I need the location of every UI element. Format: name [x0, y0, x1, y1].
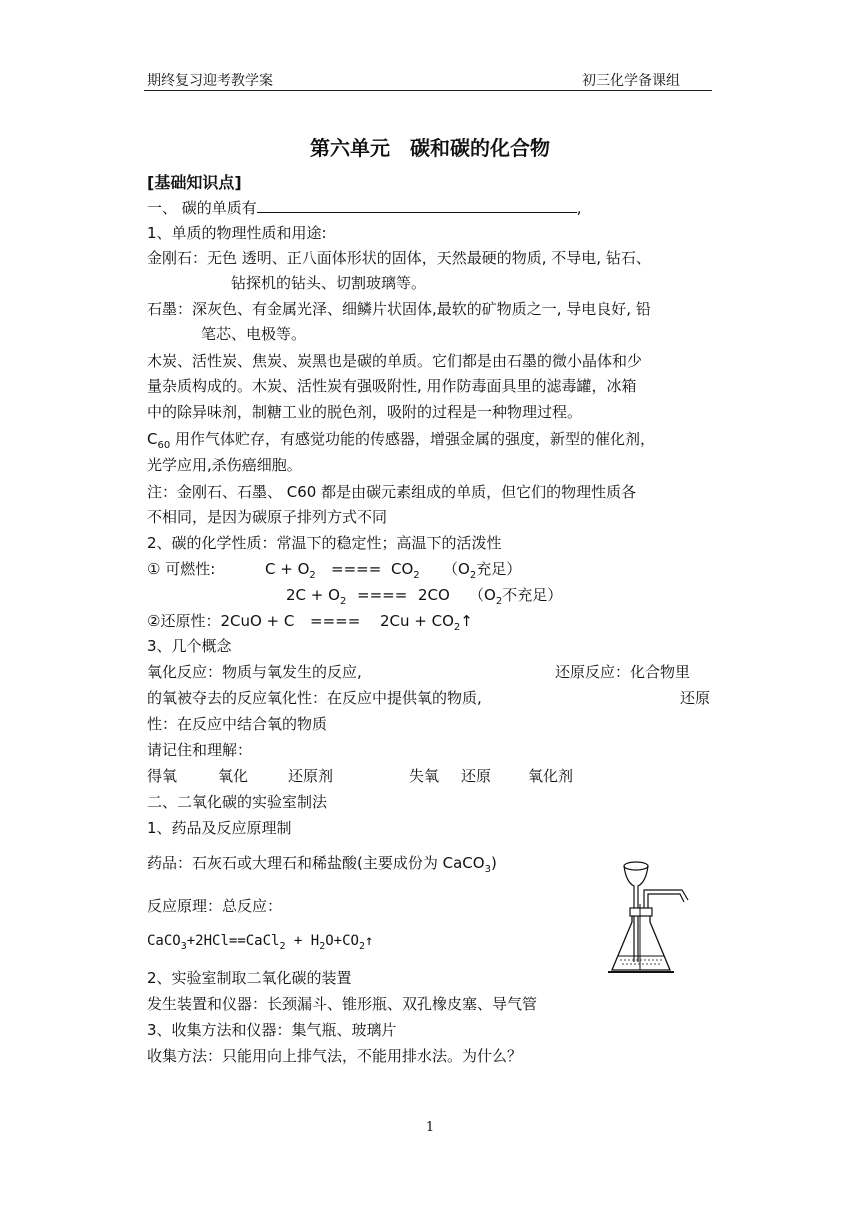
line-8: 量杂质构成的。木炭、活性炭有强吸附性, 用作防毒面具里的滤毒罐，冰箱: [147, 377, 637, 395]
eq2-condition: （$O_2$不充足）: [469, 586, 563, 607]
term-gain-oxygen: 得氧: [147, 767, 178, 785]
line-4: 钻探机的钻头、切割玻璃等。: [231, 274, 427, 292]
term-lose-oxygen: 失氧: [409, 767, 440, 785]
line-29: 2、实验室制取二氧化碳的装置: [147, 969, 352, 987]
eq3-right: $2Cu + CO_2↑$: [380, 612, 473, 633]
line-26-sub: 3: [484, 864, 491, 875]
line-12: 注：金刚石、石墨、 C60 都是由碳元素组成的单质，但它们的物理性质各: [147, 483, 637, 501]
line-20-end: 还原: [680, 689, 711, 707]
line-13: 不相同，是因为碳原子排列方式不同: [147, 508, 388, 526]
line-2: 1、单质的物理性质和用途:: [147, 224, 327, 242]
reduction-def: 还原反应：化合物里: [555, 663, 691, 681]
c60-symbol: C: [147, 430, 158, 448]
eq1-label: ① 可燃性:: [147, 560, 216, 578]
line-6: 笔芯、电极等。: [201, 325, 307, 343]
line-5: 石墨：深灰色、有金属光泽、细鳞片状固体,最软的矿物质之一, 导电良好, 铅: [147, 300, 651, 318]
line-26-text: 药品：石灰石或大理石和稀盐酸(主要成份为 CaCO: [147, 854, 485, 872]
eq2-left: $2C + O_2$: [286, 586, 347, 607]
eq1-arrow: ====: [331, 560, 382, 578]
header-left: 期终复习迎考教学案: [147, 73, 273, 89]
header-right: 初三化学备课组: [582, 73, 680, 89]
eq2-arrow: ====: [357, 586, 408, 604]
line-18: 3、几个概念: [147, 637, 232, 655]
eq2-right: 2CO: [418, 586, 450, 604]
term-reduction: 还原: [461, 767, 492, 785]
line-3: 金刚石：无色 透明、正八面体形状的固体，天然最硬的物质, 不导电, 钻石、: [147, 249, 651, 267]
line-1-text: 一、 碳的单质有: [147, 199, 257, 217]
eq3-arrow: ====: [310, 612, 361, 630]
eq1-condition: （$O_2$充足）: [443, 560, 522, 581]
line-10-text: 用作气体贮存，有感觉功能的传感器，增强金属的强度，新型的催化剂，: [170, 430, 655, 448]
eq1-right: $CO_2$: [391, 560, 420, 581]
line-1-end: ,: [576, 199, 582, 217]
line-9: 中的除异味剂，制糖工业的脱色剂，吸附的过程是一种物理过程。: [147, 403, 583, 421]
line-27: 反应原理：总反应：: [147, 897, 283, 915]
line-7: 木炭、活性炭、焦炭、炭黑也是碳的单质。它们都是由石墨的微小晶体和少: [147, 352, 643, 370]
page-number: 1: [425, 1120, 435, 1135]
line-23: [147, 765, 574, 787]
line-24: 二、二氧化碳的实验室制法: [147, 793, 328, 811]
line-14: 2、碳的化学性质：常温下的稳定性；高温下的活泼性: [147, 534, 502, 552]
page-title: 第六单元 碳和碳的化合物: [310, 136, 550, 160]
section-basic: [基础知识点]: [147, 173, 242, 192]
equation-reduction: [147, 610, 473, 633]
line-20-text: 的氧被夺去的反应氧化性：在反应中提供氧的物质,: [147, 689, 482, 707]
line-10: [147, 428, 655, 457]
line-26-end: ): [490, 854, 497, 872]
term-oxidizing-agent: 氧化剂: [528, 767, 574, 785]
line-19: [147, 661, 691, 683]
line-31: 3、收集方法和仪器：集气瓶、玻璃片: [147, 1021, 397, 1039]
header-rule: [144, 90, 712, 91]
fill-blank: [257, 198, 577, 213]
term-reducing-agent: 还原剂: [288, 767, 334, 785]
oxidation-def: 氧化反应：物质与氧发生的反应,: [147, 663, 362, 681]
line-25: 1、药品及反应原理制: [147, 819, 292, 837]
line-11: 光学应用,杀伤癌细胞。: [147, 456, 302, 474]
line-26: [147, 852, 497, 881]
line-22: 请记住和理解：: [147, 741, 253, 759]
eq1-left: $C + O_2$: [265, 560, 316, 581]
co2-generator-apparatus-icon: [604, 852, 694, 977]
c60-subscript: 60: [157, 440, 171, 451]
equation-caco3: CaCO$_3$+2HCl==CaCl$_2$ + $H_2O+CO_2↑$: [147, 933, 374, 952]
line-21: 性：在反应中结合氧的物质: [147, 715, 328, 733]
line-1: [147, 197, 582, 219]
eq3-left: ②还原性：2CuO + C: [147, 612, 295, 630]
line-32: 收集方法：只能用向上排气法，不能用排水法。为什么？: [147, 1047, 523, 1065]
equation-combustion-1: [147, 558, 522, 581]
line-20: [147, 687, 711, 709]
line-30: 发生装置和仪器：长颈漏斗、锥形瓶、双孔橡皮塞、导气管: [147, 995, 538, 1013]
term-oxidation: 氧化: [218, 767, 249, 785]
